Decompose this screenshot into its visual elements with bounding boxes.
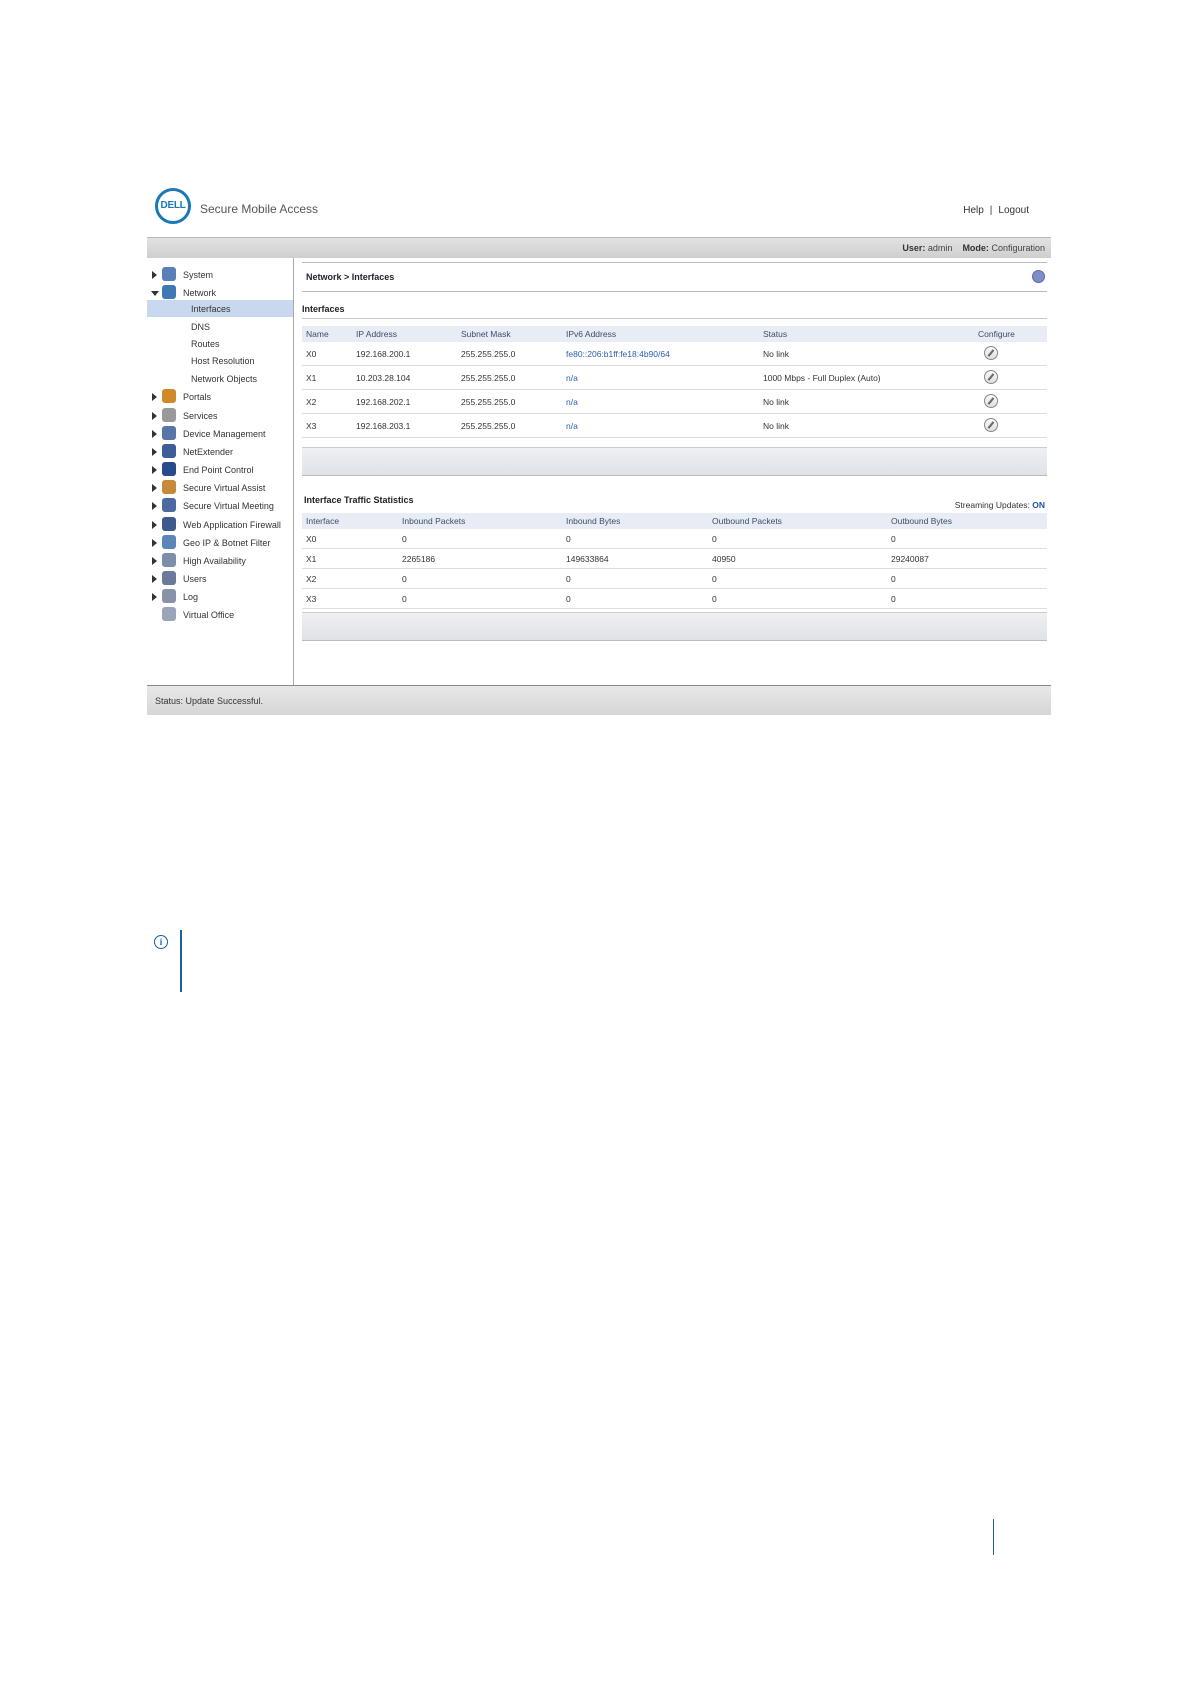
server-icon	[162, 553, 176, 567]
column-header[interactable]: IP Address	[352, 326, 457, 342]
sidebar-item-label: Users	[183, 574, 207, 584]
configure-cell	[974, 414, 1047, 438]
inbound-packets: 0	[398, 569, 562, 589]
sidebar-item-geo-ip-botnet-filter[interactable]	[147, 534, 293, 552]
expand-right-icon[interactable]	[152, 393, 157, 401]
status-bar	[147, 685, 1051, 715]
brand-header	[147, 182, 1051, 236]
ipv6-address-link[interactable]: n/a	[562, 414, 759, 438]
configure-cell	[974, 342, 1047, 366]
status-text: Status: Update Successful.	[155, 696, 264, 706]
note-bar	[180, 930, 182, 992]
stats-table-footer	[302, 612, 1047, 641]
subnet-mask: 255.255.255.0	[457, 366, 562, 390]
info-icon: i	[154, 935, 168, 949]
expand-right-icon[interactable]	[152, 412, 157, 420]
breadcrumb	[302, 262, 1047, 292]
sidebar-item-label: Network	[183, 288, 217, 298]
sidebar-item-device-management[interactable]	[147, 425, 293, 443]
ip-address: 10.203.28.104	[352, 366, 457, 390]
sidebar-item-label: End Point Control	[183, 465, 254, 475]
expand-right-icon[interactable]	[152, 539, 157, 547]
edit-icon[interactable]	[984, 346, 998, 360]
inbound-bytes: 149633864	[562, 549, 708, 569]
assist-icon	[162, 480, 176, 494]
table-row	[302, 390, 1047, 414]
expand-right-icon[interactable]	[152, 466, 157, 474]
user-label: User:	[902, 243, 926, 253]
link-separator: |	[989, 205, 993, 216]
sidebar-item-secure-virtual-assist[interactable]	[147, 479, 293, 497]
subnet-mask: 255.255.255.0	[457, 342, 562, 366]
mode-label: Mode:	[962, 243, 989, 253]
users-icon	[162, 571, 176, 585]
expand-down-icon[interactable]	[151, 291, 159, 296]
ip-address: 192.168.203.1	[352, 414, 457, 438]
globe-icon	[162, 285, 176, 299]
sidebar-item-netextender[interactable]	[147, 443, 293, 461]
sidebar-subitem-dns[interactable]	[147, 318, 293, 335]
device-icon	[162, 426, 176, 440]
subnet-mask: 255.255.255.0	[457, 390, 562, 414]
user-value: admin	[927, 243, 953, 253]
traffic-stats-table	[302, 513, 1047, 609]
log-icon	[162, 589, 176, 603]
column-header[interactable]: Name	[302, 326, 352, 342]
sidebar-subitem-interfaces[interactable]	[147, 300, 293, 317]
sidebar-item-label: Secure Virtual Meeting	[183, 501, 274, 511]
edit-icon[interactable]	[984, 394, 998, 408]
gears-icon	[162, 408, 176, 422]
ip-address: 192.168.202.1	[352, 390, 457, 414]
outbound-packets: 0	[708, 589, 887, 609]
expand-right-icon[interactable]	[152, 430, 157, 438]
inbound-packets: 2265186	[398, 549, 562, 569]
section-divider	[302, 318, 1047, 319]
outbound-bytes: 29240087	[887, 549, 1047, 569]
monitor-icon	[162, 267, 176, 281]
sidebar-subitem-label: Host Resolution	[191, 356, 255, 366]
sidebar-subitem-label: Network Objects	[191, 374, 258, 384]
column-header[interactable]: Interface	[302, 513, 398, 529]
column-header[interactable]: Inbound Packets	[398, 513, 562, 529]
expand-right-icon[interactable]	[152, 271, 157, 279]
sidebar-item-label: System	[183, 270, 214, 280]
interfaces-title: Interfaces	[302, 304, 345, 314]
sidebar-item-services[interactable]	[147, 407, 293, 425]
sidebar-item-secure-virtual-meeting[interactable]	[147, 497, 293, 515]
sidebar-subitem-routes[interactable]	[147, 335, 293, 352]
outbound-bytes: 0	[887, 569, 1047, 589]
expand-right-icon[interactable]	[152, 521, 157, 529]
page-marker-bar	[993, 1519, 994, 1555]
sidebar-item-label: Log	[183, 592, 199, 602]
outbound-packets: 40950	[708, 549, 887, 569]
streaming-updates	[955, 500, 1045, 510]
sidebar-item-label: NetExtender	[183, 447, 234, 457]
subnet-mask: 255.255.255.0	[457, 414, 562, 438]
sidebar-item-web-application-firewall[interactable]	[147, 516, 293, 534]
sidebar-item-label: Virtual Office	[183, 610, 235, 620]
interface-name: X1	[302, 549, 398, 569]
user-mode-bar	[147, 237, 1051, 258]
sidebar-item-log[interactable]	[147, 588, 293, 606]
column-header[interactable]: IPv6 Address	[562, 326, 759, 342]
sidebar-item-label: Secure Virtual Assist	[183, 483, 266, 493]
column-header[interactable]: Inbound Bytes	[562, 513, 708, 529]
expand-right-icon[interactable]	[152, 593, 157, 601]
ip-address: 192.168.200.1	[352, 342, 457, 366]
link-status: No link	[759, 390, 974, 414]
logout-link[interactable]: Logout	[998, 205, 1029, 216]
sidebar-subitem-label: DNS	[191, 322, 211, 332]
table-row	[302, 366, 1047, 390]
inbound-bytes: 0	[562, 569, 708, 589]
edit-icon[interactable]	[984, 370, 998, 384]
office-icon	[162, 607, 176, 621]
link-status: No link	[759, 342, 974, 366]
sidebar-item-portals[interactable]	[147, 388, 293, 406]
interfaces-table	[302, 326, 1047, 438]
sidebar-subitem-label: Routes	[191, 339, 220, 349]
expand-right-icon[interactable]	[152, 575, 157, 583]
table-row	[302, 549, 1047, 569]
interface-name: X0	[302, 342, 352, 366]
main-content	[302, 262, 1047, 684]
column-header[interactable]: Configure	[974, 326, 1047, 342]
sidebar-item-users[interactable]	[147, 570, 293, 588]
app-window	[147, 182, 1051, 714]
link-status: No link	[759, 414, 974, 438]
interface-name: X3	[302, 589, 398, 609]
link-status: 1000 Mbps - Full Duplex (Auto)	[759, 366, 974, 390]
expand-right-icon[interactable]	[152, 502, 157, 510]
sidebar-subitem-host-resolution[interactable]	[147, 352, 293, 369]
geoip-icon	[162, 535, 176, 549]
sidebar-item-system[interactable]	[147, 266, 293, 284]
sidebar-nav	[147, 258, 294, 685]
meeting-icon	[162, 498, 176, 512]
sidebar-item-label: High Availability	[183, 556, 246, 566]
sidebar-item-label: Web Application Firewall	[183, 520, 281, 530]
sidebar-subitem-label: Interfaces	[191, 304, 231, 314]
help-icon[interactable]	[1032, 270, 1045, 283]
interface-name: X0	[302, 529, 398, 549]
interface-name: X2	[302, 390, 352, 414]
help-link[interactable]: Help	[963, 205, 984, 216]
inbound-bytes: 0	[562, 529, 708, 549]
sidebar-item-virtual-office[interactable]	[147, 606, 293, 624]
table-row	[302, 342, 1047, 366]
stats-title: Interface Traffic Statistics	[304, 495, 414, 505]
ipv6-address-link[interactable]: fe80::206:b1ff:fe18:4b90/64	[562, 342, 759, 366]
ipv6-address-link[interactable]: n/a	[562, 390, 759, 414]
inbound-bytes: 0	[562, 589, 708, 609]
column-header[interactable]: Outbound Bytes	[887, 513, 1047, 529]
outbound-bytes: 0	[887, 529, 1047, 549]
streaming-toggle[interactable]: ON	[1032, 500, 1045, 510]
house-icon	[162, 389, 176, 403]
interfaces-table-footer	[302, 447, 1047, 476]
outbound-bytes: 0	[887, 589, 1047, 609]
mode-value: Configuration	[991, 243, 1045, 253]
product-name: Secure Mobile Access	[200, 202, 319, 216]
dell-logo: DELL	[155, 188, 191, 224]
firewall-icon	[162, 517, 176, 531]
edit-icon[interactable]	[984, 418, 998, 432]
table-row	[302, 569, 1047, 589]
expand-right-icon[interactable]	[152, 448, 157, 456]
sidebar-item-high-availability[interactable]	[147, 552, 293, 570]
column-header[interactable]: Subnet Mask	[457, 326, 562, 342]
configure-cell	[974, 390, 1047, 414]
sidebar-subitem-network-objects[interactable]	[147, 370, 293, 387]
sidebar-item-end-point-control[interactable]	[147, 461, 293, 479]
sidebar-item-label: Geo IP & Botnet Filter	[183, 538, 271, 548]
table-row	[302, 414, 1047, 438]
breadcrumb-text: Network > Interfaces	[306, 272, 395, 282]
table-row	[302, 529, 1047, 549]
outbound-packets: 0	[708, 569, 887, 589]
column-header[interactable]: Status	[759, 326, 974, 342]
sidebar-item-label: Services	[183, 411, 218, 421]
expand-right-icon[interactable]	[152, 557, 157, 565]
top-links	[963, 205, 1029, 216]
table-row	[302, 589, 1047, 609]
ipv6-address-link[interactable]: n/a	[562, 366, 759, 390]
sidebar-item-label: Device Management	[183, 429, 266, 439]
interface-name: X3	[302, 414, 352, 438]
inbound-packets: 0	[398, 589, 562, 609]
outbound-packets: 0	[708, 529, 887, 549]
configure-cell	[974, 366, 1047, 390]
interface-name: X2	[302, 569, 398, 589]
streaming-label: Streaming Updates:	[954, 500, 1030, 510]
interface-name: X1	[302, 366, 352, 390]
expand-right-icon[interactable]	[152, 484, 157, 492]
column-header[interactable]: Outbound Packets	[708, 513, 887, 529]
netextender-icon	[162, 444, 176, 458]
sidebar-item-label: Portals	[183, 392, 212, 402]
shield-icon	[162, 462, 176, 476]
inbound-packets: 0	[398, 529, 562, 549]
